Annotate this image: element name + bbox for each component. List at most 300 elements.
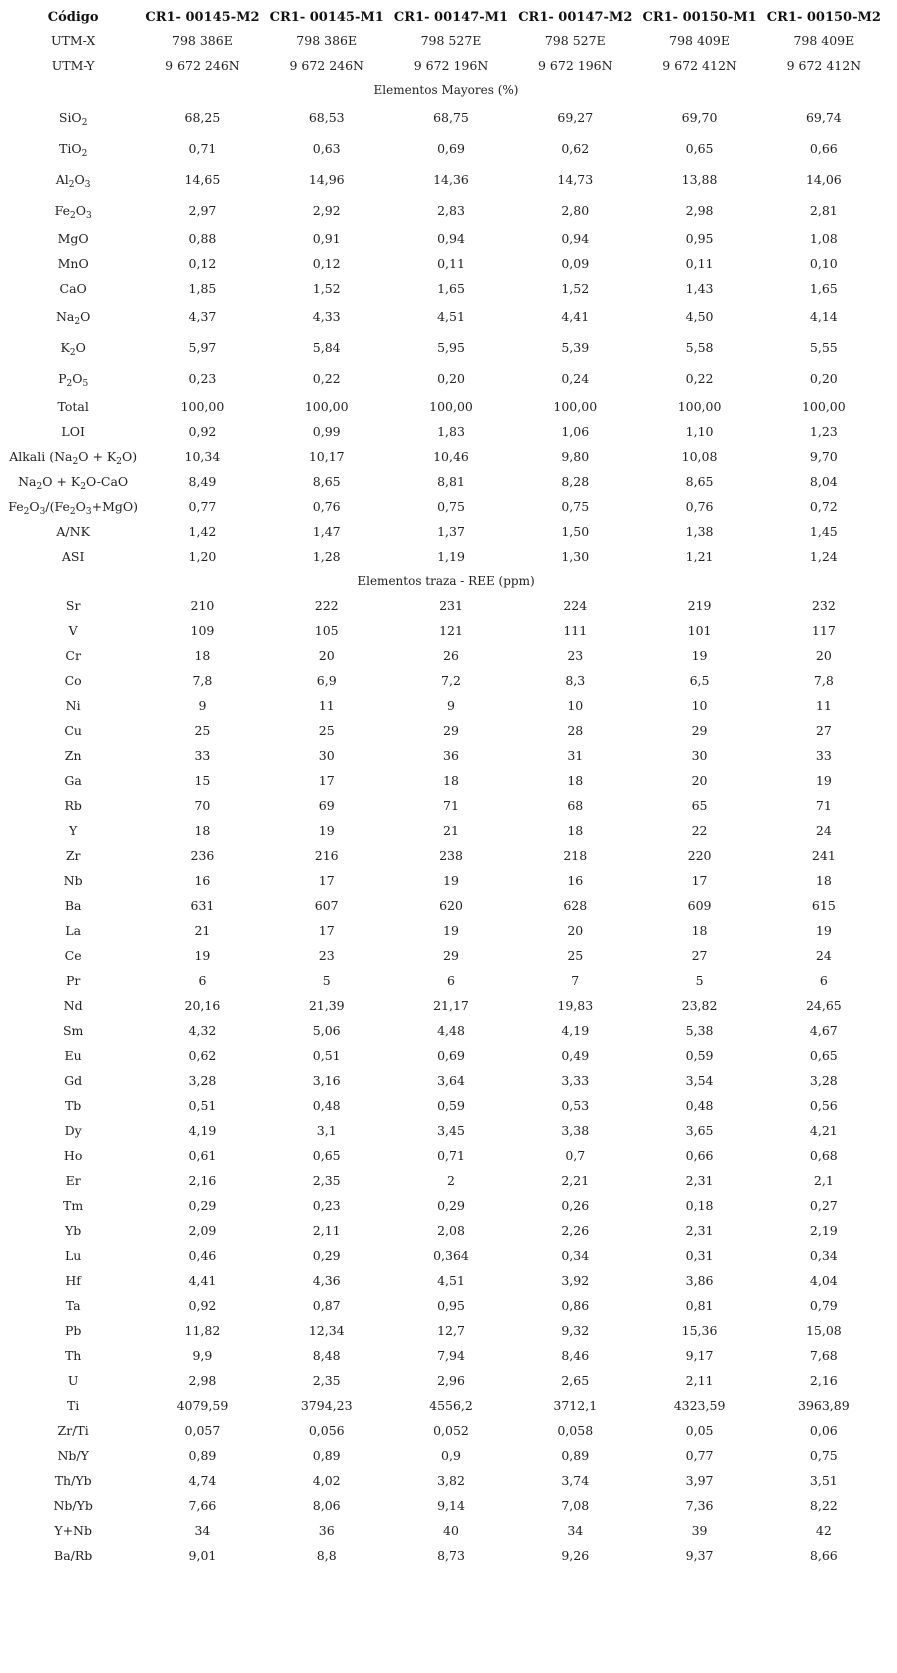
row-label: Pb: [64, 1323, 82, 1338]
cell-value: 23: [567, 648, 584, 663]
cell-value: 216: [314, 848, 339, 863]
cell-value: 241: [811, 848, 836, 863]
cell-value: 3,65: [685, 1123, 714, 1138]
table-row: [6, 164, 886, 195]
cell-value: 68,75: [433, 110, 469, 125]
row-label: Total: [57, 399, 89, 414]
section-title: Elementos Mayores (%): [373, 83, 519, 97]
geochemistry-table: [6, 6, 886, 1568]
cell-value: 117: [811, 623, 836, 638]
cell-value: 0,34: [561, 1248, 590, 1263]
cell-value: 1,28: [312, 549, 341, 564]
cell-value: 2,35: [312, 1173, 341, 1188]
cell-value: 4,50: [685, 309, 714, 324]
table-row: [6, 843, 886, 868]
cell-value: 68,53: [308, 110, 345, 125]
header-row: [6, 6, 886, 28]
cell-value: 20: [815, 648, 832, 663]
cell-value: 0,65: [685, 141, 714, 156]
row-label: Zn: [64, 748, 82, 763]
cell-value: 19: [318, 823, 335, 838]
cell-value: 19: [443, 923, 459, 938]
cell-value: 11: [318, 698, 335, 713]
row-label: Hf: [65, 1273, 81, 1288]
cell-value: 3,45: [437, 1123, 465, 1138]
cell-value: 1,23: [809, 424, 838, 439]
cell-value: 1,50: [561, 524, 590, 539]
cell-value: 1,24: [809, 549, 838, 564]
table-row: [6, 1218, 886, 1243]
cell-value: 68: [567, 798, 584, 813]
cell-value: 24: [815, 823, 832, 838]
cell-value: 628: [563, 898, 588, 913]
cell-value: 615: [811, 898, 836, 913]
row-label: V: [68, 623, 78, 638]
cell-value: 4,02: [312, 1473, 341, 1488]
cell-value: 1,47: [312, 524, 341, 539]
cell-value: 3,74: [561, 1473, 590, 1488]
cell-value: 0,23: [312, 1198, 341, 1213]
row-label: Ba/Rb: [54, 1548, 93, 1563]
cell-value: 12,34: [308, 1323, 345, 1338]
table-row: [6, 133, 886, 164]
cell-value: 0,69: [437, 1048, 465, 1063]
row-label: $K_2O$: [60, 340, 86, 359]
cell-value: 0,364: [433, 1248, 469, 1263]
table-row: [6, 1018, 886, 1043]
cell-value: 16: [567, 873, 584, 888]
table-row: [6, 1518, 886, 1543]
cell-value: 42: [815, 1523, 832, 1538]
row-label: Ta: [65, 1298, 81, 1313]
cell-value: 2,83: [437, 203, 465, 218]
cell-value: 224: [563, 598, 588, 613]
cell-value: 0,94: [437, 231, 465, 246]
row-label: LOI: [61, 424, 85, 439]
cell-value: 100,00: [429, 399, 473, 414]
cell-value: 236: [190, 848, 215, 863]
cell-value: 7,94: [437, 1348, 465, 1363]
cell-value: 10: [567, 698, 584, 713]
cell-value: 18: [567, 823, 584, 838]
cell-value: 0,86: [561, 1298, 590, 1313]
cell-value: 0,72: [809, 499, 838, 514]
cell-value: 68,25: [184, 110, 221, 125]
cell-value: 798 409E: [793, 33, 855, 48]
cell-value: 9,26: [561, 1548, 590, 1563]
cell-value: 10,17: [308, 449, 345, 464]
cell-value: 4,41: [188, 1273, 217, 1288]
cell-value: 0,94: [561, 231, 590, 246]
cell-value: 24,65: [805, 998, 842, 1013]
cell-value: 17: [318, 923, 335, 938]
cell-value: 2,08: [437, 1223, 465, 1238]
cell-value: 21,17: [433, 998, 469, 1013]
cell-value: 5,58: [685, 340, 714, 355]
table-row: [6, 1143, 886, 1168]
cell-value: 8,48: [312, 1348, 341, 1363]
cell-value: 20: [567, 923, 584, 938]
cell-value: 25: [194, 723, 211, 738]
cell-value: 8,06: [312, 1498, 341, 1513]
table-row: [6, 363, 886, 394]
header-sample: CR1- 00147-M1: [393, 9, 509, 25]
cell-value: 5,97: [188, 340, 217, 355]
cell-value: 0,23: [188, 371, 217, 386]
cell-value: 1,38: [685, 524, 714, 539]
cell-value: 0,31: [685, 1248, 714, 1263]
cell-value: 3,16: [312, 1073, 341, 1088]
cell-value: 0,81: [685, 1298, 714, 1313]
cell-value: 18: [443, 773, 459, 788]
row-label: Cr: [65, 648, 81, 663]
cell-value: 33: [194, 748, 211, 763]
table-row: [6, 993, 886, 1018]
cell-value: 8,66: [809, 1548, 838, 1563]
cell-value: 21: [443, 823, 459, 838]
cell-value: 33: [815, 748, 832, 763]
header-sample: CR1- 00150-M2: [766, 9, 881, 25]
row-label: A/NK: [56, 524, 90, 539]
cell-value: 0,77: [188, 499, 217, 514]
cell-value: 0,53: [561, 1098, 590, 1113]
table-row: [6, 251, 886, 276]
cell-value: 10: [691, 698, 708, 713]
cell-value: 0,48: [312, 1098, 341, 1113]
row-label: UTM-X: [50, 33, 96, 48]
row-label: Eu: [64, 1048, 82, 1063]
cell-value: 0,59: [685, 1048, 714, 1063]
row-label: Ga: [64, 773, 82, 788]
row-label: $Na_2O$: [55, 309, 91, 328]
cell-value: 4,51: [437, 309, 465, 324]
table-row: [6, 768, 886, 793]
cell-value: 20: [691, 773, 708, 788]
cell-value: 1,45: [809, 524, 838, 539]
cell-value: 17: [691, 873, 708, 888]
cell-value: 0,056: [308, 1423, 345, 1438]
cell-value: 12,7: [437, 1323, 465, 1338]
section-title: Elementos traza - REE (ppm): [357, 574, 535, 588]
table-row: [6, 1318, 886, 1343]
row-label: UTM-Y: [51, 58, 95, 73]
cell-value: 14,73: [557, 172, 594, 187]
cell-value: 18: [567, 773, 584, 788]
cell-value: 4,19: [561, 1023, 590, 1038]
cell-value: 1,21: [685, 549, 714, 564]
cell-value: 0,88: [188, 231, 217, 246]
cell-value: 238: [439, 848, 463, 863]
cell-value: 9,37: [685, 1548, 714, 1563]
cell-value: 23,82: [681, 998, 718, 1013]
cell-value: 19: [443, 873, 459, 888]
cell-value: 3,33: [561, 1073, 590, 1088]
cell-value: 13,88: [681, 172, 718, 187]
cell-value: 0,29: [437, 1198, 465, 1213]
cell-value: 69,70: [681, 110, 718, 125]
cell-value: 9,80: [561, 449, 590, 464]
table-row: [6, 226, 886, 251]
cell-value: 29: [443, 723, 459, 738]
table-row: [6, 693, 886, 718]
cell-value: 9 672 246N: [165, 58, 240, 73]
header-code-label: Código: [47, 9, 99, 25]
cell-value: 0,05: [685, 1423, 714, 1438]
cell-value: 100,00: [801, 399, 846, 414]
cell-value: 2,65: [561, 1373, 590, 1388]
cell-value: 798 527E: [544, 33, 606, 48]
cell-value: 7,66: [188, 1498, 217, 1513]
cell-value: 0,89: [312, 1448, 341, 1463]
cell-value: 0,75: [809, 1448, 838, 1463]
cell-value: 1,52: [561, 281, 590, 296]
cell-value: 4323,59: [673, 1398, 726, 1413]
cell-value: 4,33: [312, 309, 341, 324]
cell-value: 15,36: [681, 1323, 718, 1338]
table-row: [6, 195, 886, 226]
cell-value: 4,19: [188, 1123, 217, 1138]
row-label: Zr/Ti: [57, 1423, 89, 1438]
table-row: [6, 394, 886, 419]
cell-value: 4,74: [188, 1473, 217, 1488]
cell-value: 20: [318, 648, 335, 663]
cell-value: 34: [567, 1523, 584, 1538]
cell-value: 1,20: [188, 549, 217, 564]
cell-value: 8,28: [561, 474, 590, 489]
cell-value: 5: [695, 973, 704, 988]
cell-value: 19: [815, 923, 832, 938]
row-label: Co: [64, 673, 82, 688]
table-row: [6, 943, 886, 968]
cell-value: 8,3: [565, 673, 586, 688]
cell-value: 0,34: [809, 1248, 838, 1263]
cell-value: 798 386E: [172, 33, 233, 48]
cell-value: 6,5: [689, 673, 710, 688]
cell-value: 0,77: [685, 1448, 714, 1463]
row-label: Yb: [65, 1223, 82, 1238]
row-label: CaO: [59, 281, 87, 296]
cell-value: 7,2: [441, 673, 461, 688]
table-row: [6, 1268, 886, 1293]
cell-value: 4,36: [312, 1273, 341, 1288]
cell-value: 2,21: [561, 1173, 590, 1188]
cell-value: 27: [815, 723, 832, 738]
cell-value: 2,16: [188, 1173, 217, 1188]
cell-value: 100,00: [553, 399, 598, 414]
table-row: [6, 593, 886, 618]
cell-value: 2,35: [312, 1373, 341, 1388]
cell-value: 69,74: [805, 110, 842, 125]
cell-value: 10,46: [433, 449, 469, 464]
row-label: Sm: [62, 1023, 84, 1038]
cell-value: 9 672 412N: [662, 58, 737, 73]
cell-value: 0,89: [561, 1448, 590, 1463]
header-sample: CR1- 00145-M1: [269, 9, 384, 25]
cell-value: 10,34: [184, 449, 221, 464]
cell-value: 0,46: [188, 1248, 217, 1263]
cell-value: 2,16: [809, 1373, 838, 1388]
cell-value: 0,87: [312, 1298, 341, 1313]
cell-value: 24: [815, 948, 832, 963]
cell-value: 3,51: [809, 1473, 838, 1488]
row-label: TiO$_2$: [58, 141, 88, 160]
cell-value: 0,10: [809, 256, 838, 271]
cell-value: 30: [318, 748, 335, 763]
cell-value: 14,96: [308, 172, 345, 187]
cell-value: 26: [443, 648, 459, 663]
cell-value: 5,55: [809, 340, 838, 355]
row-label: Rb: [64, 798, 82, 813]
cell-value: 222: [314, 598, 339, 613]
cell-value: 0,12: [188, 256, 217, 271]
cell-value: 0,51: [312, 1048, 341, 1063]
cell-value: 0,56: [809, 1098, 838, 1113]
table-row: [6, 1093, 886, 1118]
cell-value: 607: [314, 898, 339, 913]
cell-value: 0,12: [312, 256, 341, 271]
cell-value: 0,11: [437, 256, 465, 271]
cell-value: 232: [811, 598, 836, 613]
cell-value: 0,66: [685, 1148, 714, 1163]
row-label: Ho: [63, 1148, 83, 1163]
cell-value: 71: [443, 798, 459, 813]
cell-value: 0,59: [437, 1098, 465, 1113]
cell-value: 6: [198, 973, 207, 988]
table-row: [6, 793, 886, 818]
table-row: [6, 718, 886, 743]
cell-value: 9: [198, 698, 207, 713]
table-row: [6, 53, 886, 78]
cell-value: 11: [815, 698, 832, 713]
cell-value: 0,65: [312, 1148, 341, 1163]
cell-value: 2,97: [188, 203, 217, 218]
cell-value: 31: [567, 748, 584, 763]
row-label: Th/Yb: [54, 1473, 92, 1488]
cell-value: 21,39: [308, 998, 345, 1013]
cell-value: 0,75: [561, 499, 590, 514]
cell-value: 0,89: [188, 1448, 217, 1463]
header-sample: CR1- 00147-M2: [518, 9, 633, 25]
cell-value: 7,68: [809, 1348, 838, 1363]
cell-value: 7,36: [685, 1498, 714, 1513]
cell-value: 2,26: [561, 1223, 590, 1238]
cell-value: 14,36: [433, 172, 469, 187]
cell-value: 0,75: [437, 499, 465, 514]
cell-value: 2,31: [685, 1173, 714, 1188]
table-row: [6, 1068, 886, 1093]
table-row: [6, 668, 886, 693]
row-label: Nb/Y: [57, 1448, 89, 1463]
cell-value: 10,08: [681, 449, 718, 464]
cell-value: 3,28: [809, 1073, 838, 1088]
cell-value: 25: [318, 723, 335, 738]
cell-value: 8,73: [437, 1548, 465, 1563]
cell-value: 14,06: [805, 172, 842, 187]
cell-value: 69: [318, 798, 335, 813]
cell-value: 1,42: [188, 524, 217, 539]
cell-value: 0,99: [312, 424, 341, 439]
cell-value: 2,1: [813, 1173, 834, 1188]
cell-value: 5,39: [561, 340, 590, 355]
row-label: Ce: [64, 948, 82, 963]
row-label: Nd: [63, 998, 83, 1013]
cell-value: 101: [687, 623, 712, 638]
cell-value: 18: [691, 923, 708, 938]
cell-value: 8,8: [316, 1548, 337, 1563]
cell-value: 1,19: [437, 549, 465, 564]
table-row: [6, 893, 886, 918]
cell-value: 9,32: [561, 1323, 590, 1338]
cell-value: 4,04: [809, 1273, 838, 1288]
cell-value: 0,26: [561, 1198, 590, 1213]
row-label: $Al_2O_3$: [55, 172, 91, 191]
cell-value: 798 386E: [296, 33, 358, 48]
cell-value: 2,31: [685, 1223, 714, 1238]
trace-elements-section: [6, 569, 886, 593]
cell-value: 210: [190, 598, 215, 613]
cell-value: 0,18: [685, 1198, 714, 1213]
cell-value: 231: [439, 598, 463, 613]
cell-value: 100,00: [304, 399, 349, 414]
cell-value: 0,95: [437, 1298, 465, 1313]
cell-value: 0,62: [188, 1048, 217, 1063]
table-row: [6, 1468, 886, 1493]
cell-value: 100,00: [677, 399, 722, 414]
cell-value: 0,48: [685, 1098, 714, 1113]
table-row: [6, 1118, 886, 1143]
cell-value: 1,43: [685, 281, 714, 296]
table-row: [6, 1393, 886, 1418]
cell-value: 6,9: [316, 673, 337, 688]
cell-value: 2,81: [809, 203, 838, 218]
cell-value: 9 672 246N: [289, 58, 364, 73]
cell-value: 9 672 412N: [786, 58, 862, 73]
cell-value: 0,79: [809, 1298, 838, 1313]
cell-value: 1,65: [809, 281, 838, 296]
table-row: [6, 301, 886, 332]
cell-value: 1,37: [437, 524, 465, 539]
cell-value: 5: [322, 973, 331, 988]
table-body: [6, 28, 886, 1568]
cell-value: 39: [691, 1523, 708, 1538]
cell-value: 16: [194, 873, 211, 888]
cell-value: 2,19: [809, 1223, 838, 1238]
row-label: Alkali $(Na_2O + K_2O)$: [9, 449, 138, 468]
cell-value: 18: [194, 823, 211, 838]
cell-value: 0,92: [188, 1298, 217, 1313]
row-label: Dy: [64, 1123, 82, 1138]
row-label: Nb: [63, 873, 83, 888]
cell-value: 0,69: [437, 141, 465, 156]
cell-value: 798 527E: [420, 33, 482, 48]
table-row: [6, 494, 886, 519]
cell-value: 121: [439, 623, 463, 638]
cell-value: 8,04: [809, 474, 838, 489]
cell-value: 3,28: [188, 1073, 217, 1088]
cell-value: 1,85: [188, 281, 217, 296]
cell-value: 28: [567, 723, 584, 738]
cell-value: 19: [691, 648, 708, 663]
row-label: ASI: [61, 549, 85, 564]
cell-value: 0,09: [561, 256, 590, 271]
cell-value: 1,30: [561, 549, 590, 564]
cell-value: 4,41: [561, 309, 590, 324]
cell-value: 3,64: [437, 1073, 465, 1088]
cell-value: 2,11: [685, 1373, 714, 1388]
cell-value: 17: [318, 873, 335, 888]
cell-value: 2,98: [685, 203, 714, 218]
table-row: [6, 1368, 886, 1393]
